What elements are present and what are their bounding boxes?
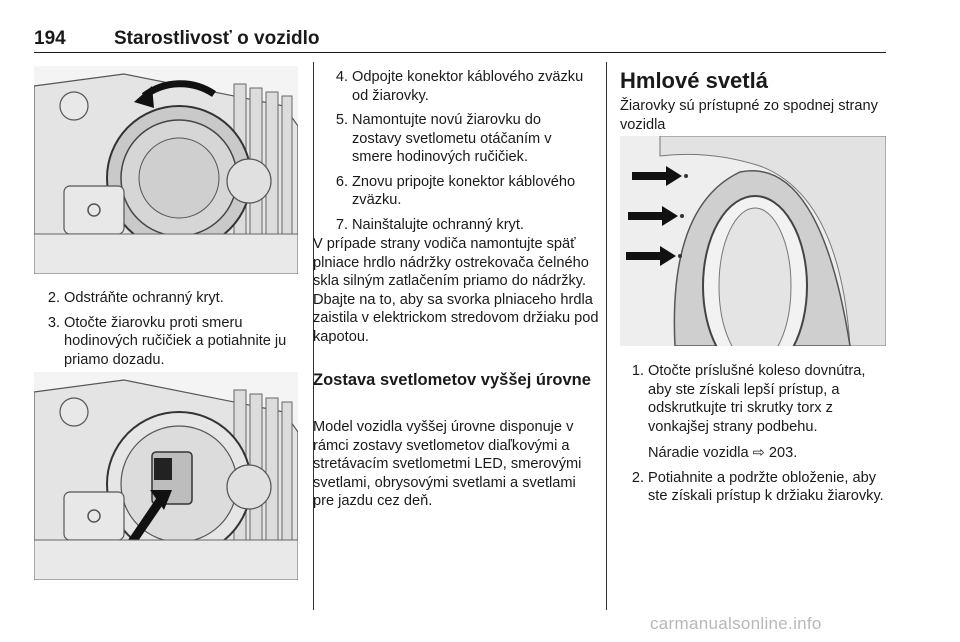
- list-item: 2. Potiahnite a podržte obloženie, aby ste získali prístup k držiaku žiarovky.: [631, 469, 884, 504]
- fog-lights-intro: Žiarovky sú prístupné zo spodnej strany vozidla: [620, 98, 878, 133]
- high-level-headlamp-heading: Zostava svetlometov vyššej úrovne: [313, 371, 591, 389]
- list-item: 2. Odstráňte ochranný kryt.: [47, 290, 224, 306]
- page-number: 194: [34, 28, 66, 49]
- list-item: 3. Otočte žiarovku proti smeru hodinových ručičiek a potiahnite ju priamo dozadu.: [47, 314, 287, 368]
- watermark: carmanualsonline.info: [650, 614, 822, 633]
- steps-list-right: [626, 362, 888, 512]
- page-header: [34, 26, 886, 53]
- section-title: Starostlivosť o vozidlo: [114, 28, 320, 49]
- high-level-headlamp-paragraph: Model vozidla vyššej úrovne disponuje v rámci zostavy svetlometov diaľkovými a stretávacím svetlometmi LED, smerovými svetlami, obrysovými svetlami a svetlami pre jazdu cez deň.: [313, 419, 582, 509]
- column-divider-right: [606, 62, 607, 610]
- list-item: 4. Odpojte konektor káblového zväzku od žiarovky.: [335, 69, 584, 104]
- tool-reference[interactable]: Náradie vozidla ⇨ 203.: [648, 445, 798, 461]
- steps-list-middle: [330, 68, 592, 240]
- list-item: 5. Namontujte novú žiarovku do zostavy svetlometu otáčaním v smere hodinových ručičiek.: [335, 112, 552, 165]
- list-item: 7. Nainštalujte ochranný kryt.: [335, 216, 524, 233]
- steps-list-left: [42, 289, 304, 375]
- list-item: 1. Otočte príslušné koleso dovnútra, aby ste získali lepší prístup, a odskrutkujte tri skrutky torx z vonkajšej strany podbehu. Náradie vozidla ⇨ 203.: [626, 362, 888, 463]
- headlamp-bulb-illustration: [34, 372, 298, 580]
- headlamp-cover-illustration: [34, 66, 298, 274]
- fog-lights-heading: Hmlové svetlá: [620, 68, 768, 93]
- washer-filler-paragraph: V prípade strany vodiča namontujte späť plniace hrdlo nádržky ostrekovača čelného skla silným zatlačením priamo do nádržky. Dbajte na to, aby sa svorka plniaceho hrdla zaistila v elektrickom stredovom držiaku pod kapotou.: [313, 236, 599, 345]
- list-item: 6. Znovu pripojte konektor káblového zväzku.: [335, 173, 576, 208]
- wheel-arch-illustration: [620, 136, 886, 346]
